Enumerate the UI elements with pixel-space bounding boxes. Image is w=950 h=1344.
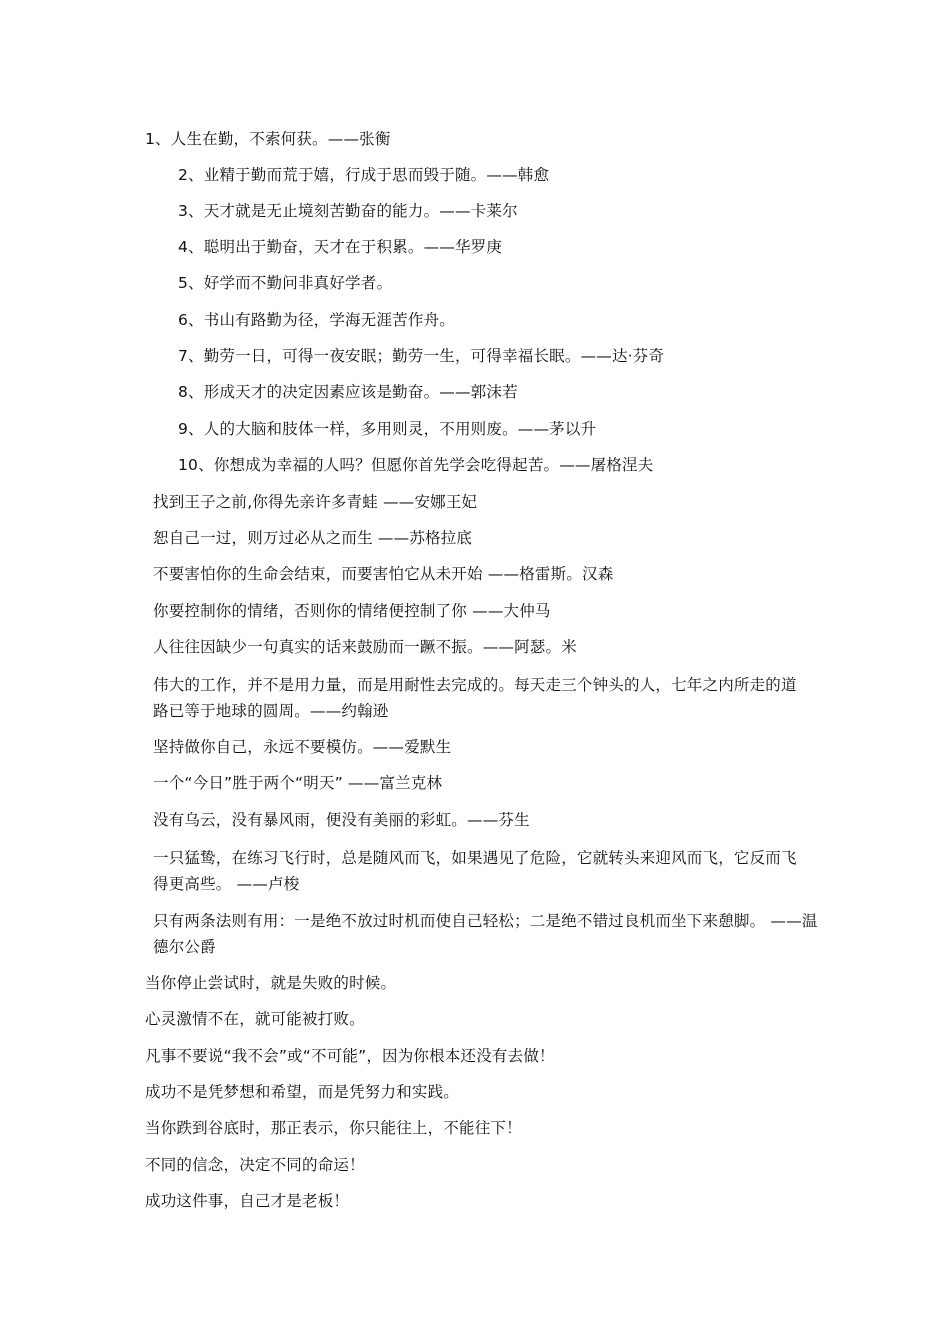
saying-6: 不同的信念，决定不同的命运！	[145, 1156, 365, 1174]
saying-2: 心灵激情不在，就可能被打败。	[145, 1010, 365, 1028]
quote-rousseau: 一只猛鸷，在练习飞行时，总是随风而飞，如果遇见了危险，它就转头来迎风而飞，它反而飞得更高些。 ——卢梭	[153, 849, 797, 893]
saying-4: 成功不是凭梦想和希望，而是凭努力和实践。	[145, 1083, 460, 1101]
numbered-quote-3: 3、天才就是无止境刻苦勤奋的能力。——卡莱尔	[178, 202, 518, 220]
quote-rainbow: 没有乌云，没有暴风雨，便没有美丽的彩虹。——芬生	[153, 811, 530, 829]
quote-socrates: 恕自己一过，则万过必从之而生 ——苏格拉底	[153, 529, 473, 547]
numbered-quote-4: 4、聪明出于勤奋，天才在于积累。——华罗庚	[178, 238, 503, 256]
quote-franklin: 一个“今日”胜于两个“明天” ——富兰克林	[153, 774, 443, 792]
numbered-quote-9: 9、人的大脑和肢体一样，多用则灵，不用则废。——茅以升	[178, 420, 597, 438]
quote-dumas: 你要控制你的情绪，否则你的情绪便控制了你 ——大仲马	[153, 602, 551, 620]
quote-emerson: 坚持做你自己，永远不要模仿。——爱默生	[153, 738, 452, 756]
saying-3: 凡事不要说“我不会”或“不可能”，因为你根本还没有去做！	[145, 1047, 555, 1065]
saying-1: 当你停止尝试时，就是失败的时候。	[145, 974, 397, 992]
quote-arthur: 人往往因缺少一句真实的话来鼓励而一蹶不振。——阿瑟。米	[153, 638, 577, 656]
numbered-quote-10: 10、你想成为幸福的人吗？但愿你首先学会吃得起苦。——屠格涅夫	[178, 456, 654, 474]
quote-frog-prince: 找到王子之前,你得先亲许多青蛙 ——安娜王妃	[153, 493, 478, 511]
numbered-quote-2: 2、业精于勤而荒于嬉，行成于思而毁于随。——韩愈	[178, 166, 550, 184]
quote-duke-wendell: 只有两条法则有用：一是绝不放过时机而使自己轻松；二是绝不错过良机而坐下来憩脚。 ——温德尔公爵	[153, 912, 818, 956]
saying-5: 当你跌到谷底时，那正表示，你只能往上，不能往下！	[145, 1119, 522, 1137]
numbered-quote-1: 1、人生在勤，不索何获。——张衡	[145, 130, 391, 148]
quote-hansen: 不要害怕你的生命会结束，而要害怕它从未开始 ——格雷斯。汉森	[153, 565, 614, 583]
numbered-quote-8: 8、形成天才的决定因素应该是勤奋。——郭沫若	[178, 383, 518, 401]
numbered-quote-6: 6、书山有路勤为径，学海无涯苦作舟。	[178, 311, 455, 329]
saying-7: 成功这件事，自己才是老板！	[145, 1192, 350, 1210]
numbered-quote-7: 7、勤劳一日，可得一夜安眠；勤劳一生，可得幸福长眠。——达·芬奇	[178, 347, 665, 365]
numbered-quote-5: 5、好学而不勤问非真好学者。	[178, 274, 393, 292]
quote-johnson: 伟大的工作，并不是用力量，而是用耐性去完成的。每天走三个钟头的人，七年之内所走的道路已等于地球的圆周。——约翰逊	[153, 676, 797, 720]
